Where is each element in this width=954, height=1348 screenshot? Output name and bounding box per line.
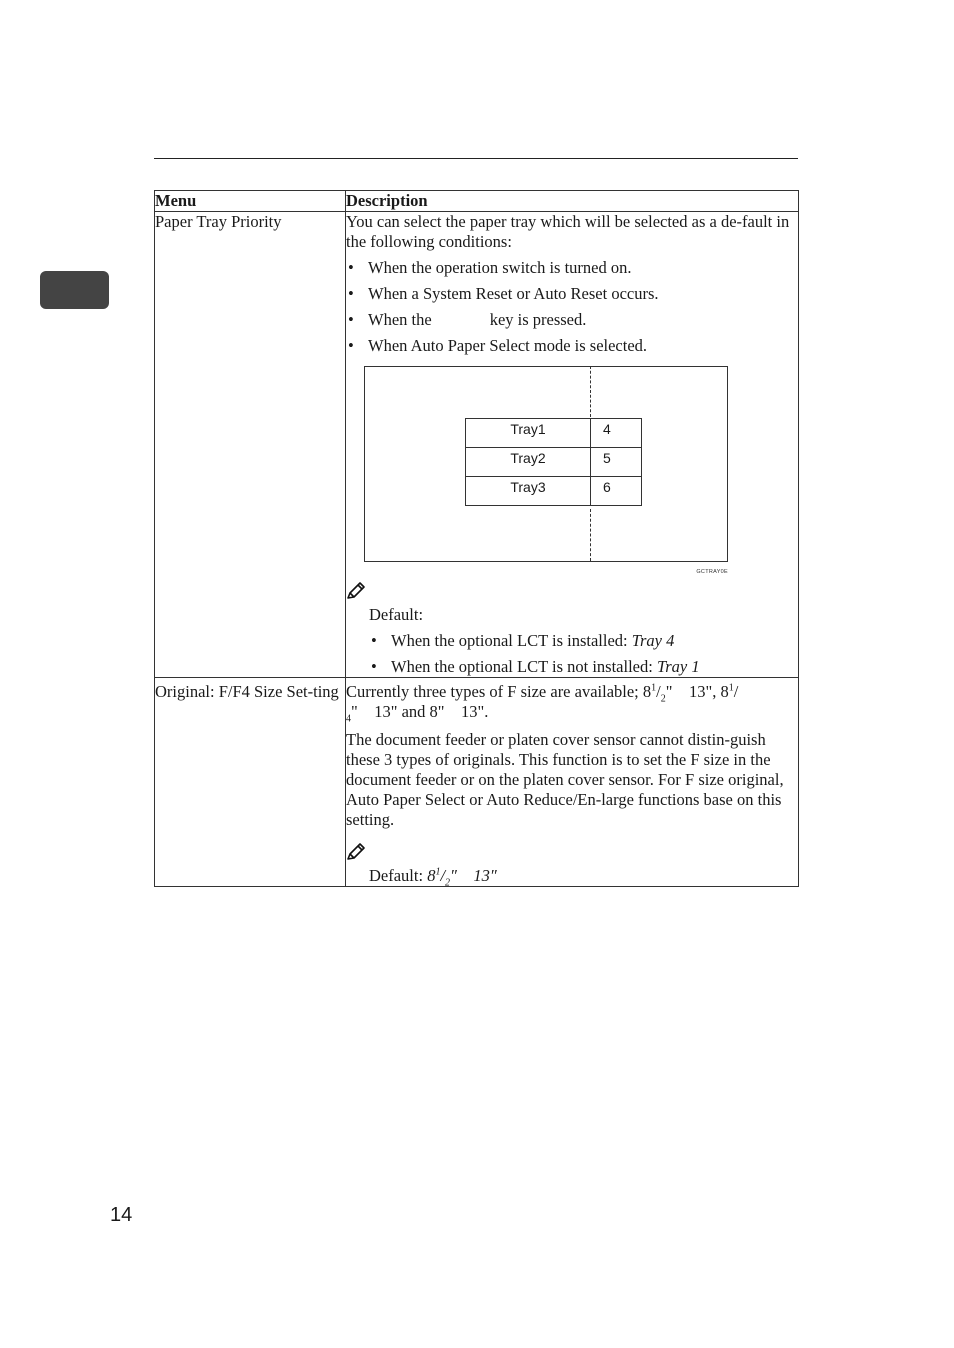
tray-row xyxy=(466,419,642,448)
paper-tray-intro: You can select the paper tray which will be selected as a de-fault in the following conditions: xyxy=(346,212,790,251)
text-run: " 13", 8 xyxy=(665,682,729,701)
subscript: 2 xyxy=(660,693,666,705)
list-item xyxy=(346,657,798,677)
header-description: Description xyxy=(346,191,799,212)
tray-priority-figure xyxy=(364,366,728,575)
list-item xyxy=(346,310,798,330)
f-size-body: The document feeder or platen cover sensor cannot distin-guish these 3 types of originals. This function is to set the F size in the document feeder or on the platen cover sensor. For F size original, Auto Paper Select or Auto Reduce/En-large functions base on this setting. xyxy=(346,730,784,829)
text-run: 8 xyxy=(427,866,436,885)
tray-name: Tray1 xyxy=(466,419,591,448)
list-item-text: When the optional LCT is installed: xyxy=(391,631,628,650)
tray-row xyxy=(466,477,642,506)
condition-list xyxy=(346,258,798,356)
chapter-tab xyxy=(40,271,109,309)
header-menu: Menu xyxy=(155,191,346,212)
list-item-text: When the optional LCT is not installed: xyxy=(391,657,653,676)
description-paper-tray-priority xyxy=(346,212,799,678)
header-rule xyxy=(154,158,798,159)
superscript: 1 xyxy=(728,682,734,694)
superscript: 1 xyxy=(651,682,657,694)
subscript: 2 xyxy=(445,877,451,889)
default-value: Tray 4 xyxy=(631,631,675,650)
figure-dashed-line-top xyxy=(590,366,591,417)
menu-paper-tray-priority: Paper Tray Priority xyxy=(155,212,346,678)
default-value xyxy=(427,866,497,889)
note-default-label: Default: xyxy=(369,605,424,624)
settings-table xyxy=(154,190,799,887)
list-item: • When Auto Paper Select mode is selected. xyxy=(346,336,798,356)
tray-grid xyxy=(465,418,642,506)
list-item xyxy=(346,631,798,651)
page-number: 14 xyxy=(110,1204,133,1226)
text-run: Currently three types of F size are available; 8 xyxy=(346,682,652,701)
table-row xyxy=(155,678,799,887)
tray-value: 4 xyxy=(591,419,642,448)
tray-value: 5 xyxy=(591,448,642,477)
figure-code: GCTRAY0E xyxy=(696,569,728,575)
menu-original-f-size: Original: F/F4 Size Set-ting xyxy=(155,678,346,887)
pencil-icon xyxy=(346,581,366,601)
description-original-f-size xyxy=(346,678,799,887)
text-run: / xyxy=(440,866,446,885)
list-item: • When a System Reset or Auto Reset occurs. xyxy=(346,284,798,304)
list-item: • When the operation switch is turned on. xyxy=(346,258,798,278)
table-row xyxy=(155,212,799,678)
f-size-default xyxy=(346,866,798,889)
tray-name: Tray2 xyxy=(466,448,591,477)
subscript: 4 xyxy=(346,713,351,725)
text-run: ″ 13″ xyxy=(450,866,497,885)
table-header-row xyxy=(155,191,799,212)
default-list xyxy=(346,631,798,677)
figure-dashed-line-bottom xyxy=(590,509,591,561)
default-value: Tray 1 xyxy=(656,657,700,676)
tray-name: Tray3 xyxy=(466,477,591,506)
note-default-label: Default: xyxy=(369,866,424,885)
list-item-text: key is pressed. xyxy=(489,310,587,329)
text-run: " 13" and 8" 13". xyxy=(351,702,489,721)
f-size-intro xyxy=(346,682,798,725)
tray-row xyxy=(466,448,642,477)
pencil-icon xyxy=(346,842,366,862)
text-run: / xyxy=(733,682,739,701)
tray-value: 6 xyxy=(591,477,642,506)
list-item-text: When the xyxy=(368,310,432,329)
text-run: / xyxy=(656,682,661,701)
superscript: 1 xyxy=(435,866,441,878)
